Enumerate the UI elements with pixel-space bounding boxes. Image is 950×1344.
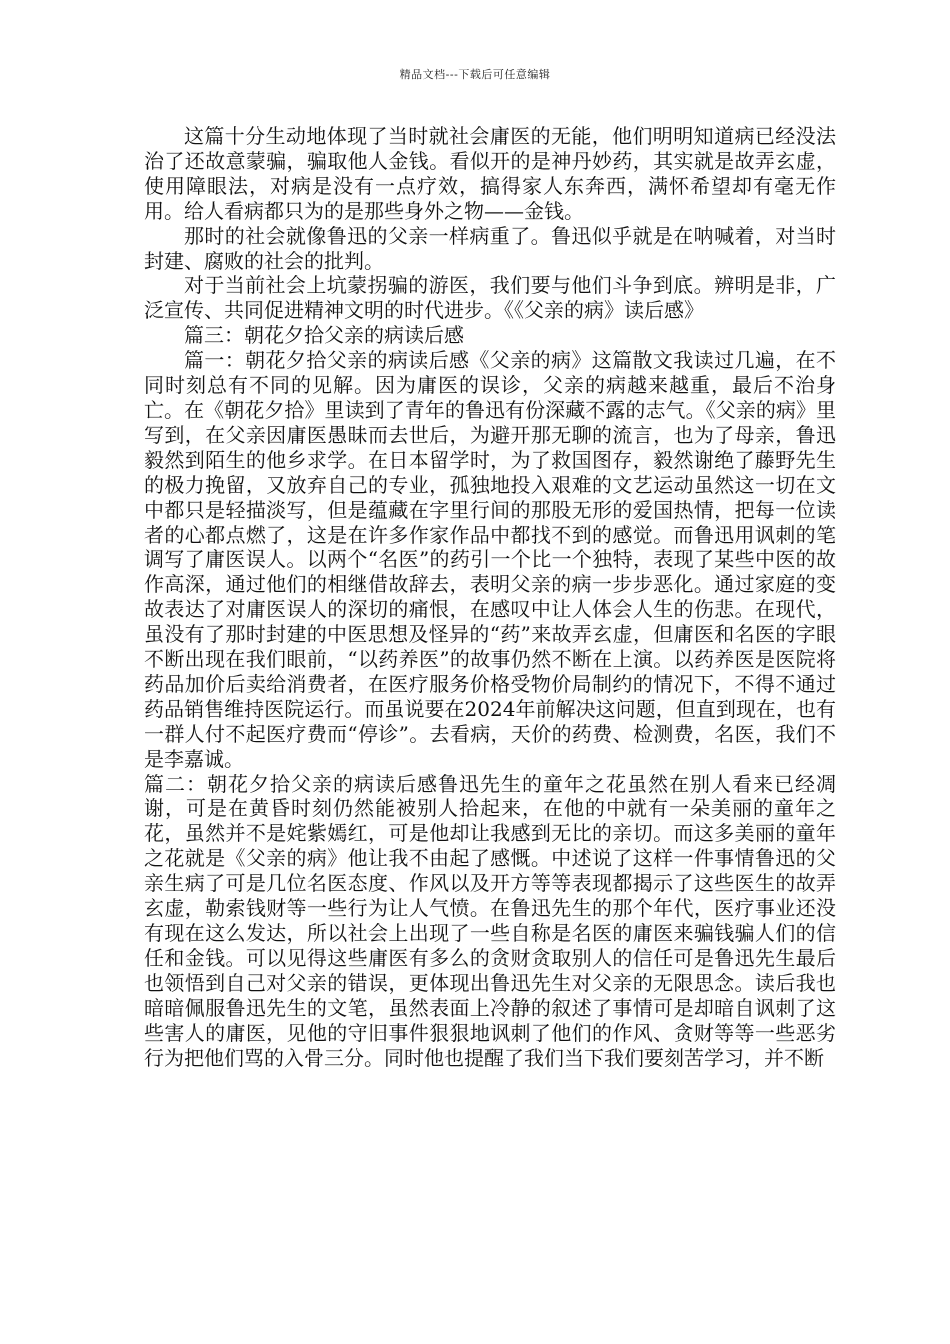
- document-body: [144, 124, 836, 1070]
- paragraph: 对于当前社会上坑蒙拐骗的游医，我们要与他们斗争到底。辨明是非，广泛宣传、共同促进精神文明的时代进步。《《父亲的病》读后感》: [144, 273, 836, 323]
- paragraph: 这篇十分生动地体现了当时就社会庸医的无能，他们明明知道病已经没法治了还故意蒙骗，骗取他人金钱。看似开的是神丹妙药，其实就是故弄玄虚，使用障眼法，对病是没有一点疗效，搞得家人东奔西，满怀希望却有毫无作用。给人看病都只为的是那些身外之物——金钱。: [144, 124, 836, 223]
- paragraph: 篇一：朝花夕拾父亲的病读后感《父亲的病》这篇散文我读过几遍，在不同时刻总有不同的见解。因为庸医的误诊，父亲的病越来越重，最后不治身亡。在《朝花夕拾》里读到了青年的鲁迅有份深藏不露的志气。《父亲的病》里写到，在父亲因庸医愚昧而去世后，为避开那无聊的流言，也为了母亲，鲁迅毅然到陌生的他乡求学。在日本留学时，为了救国图存，毅然谢绝了藤野先生的极力挽留，又放弃自己的专业，孤独地投入艰难的文艺运动虽然这一切在文中都只是轻描淡写，但是蕴藏在字里行间的那股无形的爱国热情，把每一位读者的心都点燃了，这是在许多作家作品中都找不到的感觉。而鲁迅用讽刺的笔调写了庸医误人。以两个“名医”的药引一个比一个独特，表现了某些中医的故作高深，通过他们的相继借故辞去，表明父亲的病一步步恶化。通过家庭的变故表达了对庸医误人的深切的痛恨，在感叹中让人体会人生的伤悲。在现代，虽没有了那时封建的中医思想及怪异的“药”来故弄玄虚，但庸医和名医的字眼不断出现在我们眼前，“以药养医”的故事仍然不断在上演。以药养医是医院将药品加价后卖给消费者，在医疗服务价格受物价局制约的情况下，不得不通过药品销售维持医院运行。而虽说要在2024年前解决这问题，但直到现在，也有一群人付不起医疗费而“停诊”。去看病，天价的药费、检测费，名医，我们不是李嘉诚。: [144, 348, 836, 771]
- paragraph: 篇二：朝花夕拾父亲的病读后感鲁迅先生的童年之花虽然在别人看来已经凋谢，可是在黄昏时刻仍然能被别人拾起来，在他的中就有一朵美丽的童年之花，虽然并不是姹紫嫣红，可是他却让我感到无比的亲切。而这多美丽的童年之花就是《父亲的病》他让我不由起了感慨。中述说了这样一件事情鲁迅的父亲生病了可是几位名医态度、作风以及开方等等表现都揭示了这些医生的故弄玄虚，勒索钱财等一些行为让人气愤。在鲁迅先生的那个年代，医疗事业还没有现在这么发达，所以社会上出现了一些自称是名医的庸医来骗钱骗人们的信任和金钱。可以见得这些庸医有多么的贪财贪取别人的信任可是鲁迅先生最后也领悟到自己对父亲的错误，更体现出鲁迅先生对父亲的无限思念。读后我也暗暗佩服鲁迅先生的文笔，虽然表面上冷静的叙述了事情可是却暗自讽刺了这些害人的庸医，见他的守旧事件狠狠地讽刺了他们的作风、贪财等等一些恶劣行为把他们骂的入骨三分。同时他也提醒了我们当下我们要刻苦学习，并不断: [144, 771, 836, 1070]
- page-header: 精品文档---下载后可任意编辑: [399, 68, 551, 81]
- section-heading: 篇三：朝花夕拾父亲的病读后感: [184, 323, 464, 348]
- paragraph: 那时的社会就像鲁迅的父亲一样病重了。鲁迅似乎就是在呐喊着，对当时封建、腐败的社会的批判。: [144, 223, 836, 273]
